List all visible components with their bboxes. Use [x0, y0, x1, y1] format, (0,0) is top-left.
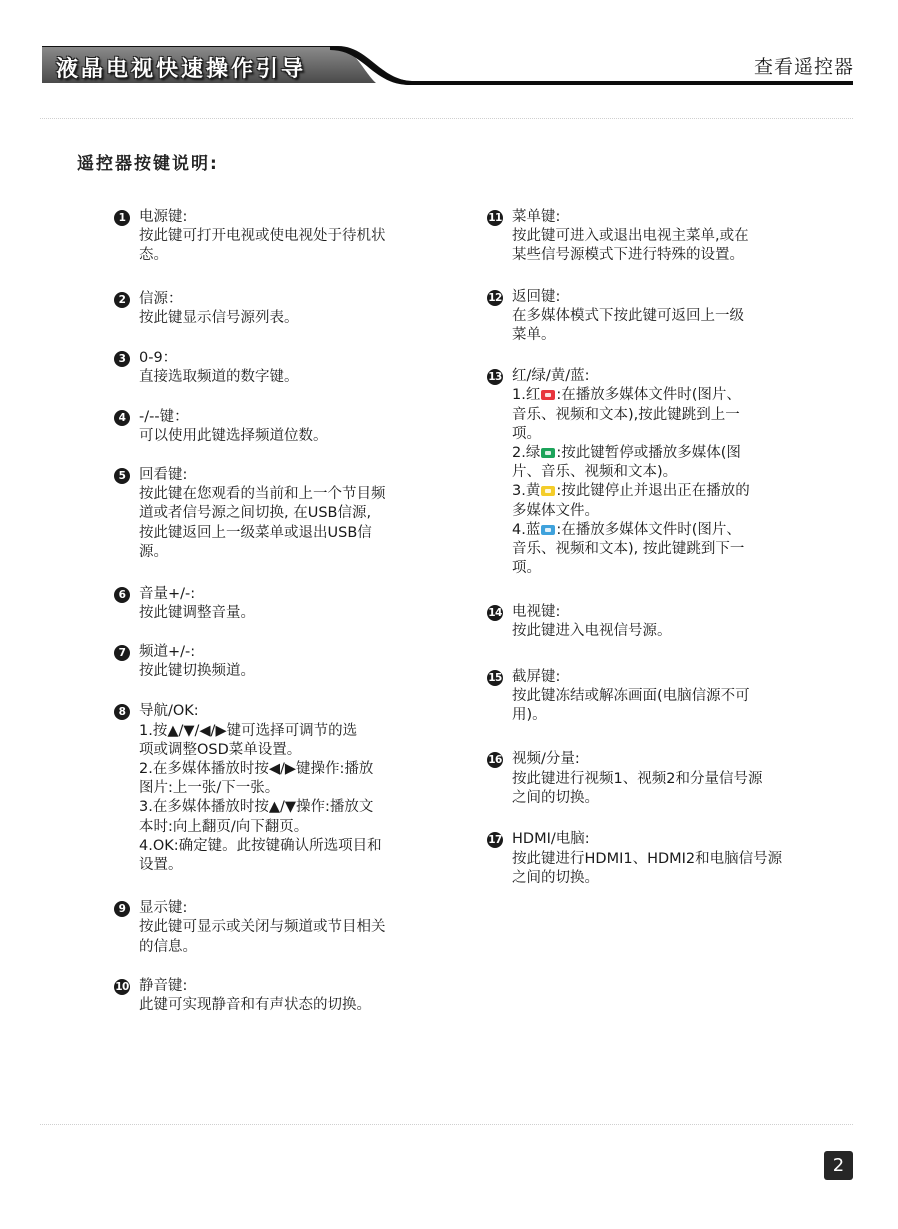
number-badge: 11	[488, 212, 502, 224]
key-description-line: 源。	[139, 543, 168, 560]
red-key-icon	[541, 390, 555, 400]
color-key-description: :在播放多媒体文件时(图片、	[556, 521, 741, 538]
color-key-description-line: 项。	[512, 560, 541, 577]
key-description-line: 按此键可进入或退出电视主菜单,或在	[512, 228, 749, 245]
key-name: 红/绿/黄/蓝:	[512, 368, 590, 385]
color-key-description-line: 项。	[512, 425, 541, 442]
key-name: 0-9：	[139, 349, 178, 366]
key-name: 频道+/-:	[139, 644, 196, 661]
color-key-entry	[512, 482, 807, 501]
key-item-16	[487, 750, 807, 808]
key-description-line: 图片:上一张/下一张。	[139, 780, 280, 797]
top-divider	[40, 118, 853, 119]
page-header	[0, 0, 898, 90]
key-item-15	[487, 668, 807, 726]
key-description-line: 按此键显示信号源列表。	[139, 310, 299, 326]
key-name: 静音键:	[139, 977, 188, 994]
key-description-line: 1.按▲/▼/◀/▶键可选择可调节的选	[139, 722, 358, 739]
number-badge: 10	[115, 980, 129, 993]
key-name: 菜单键:	[512, 209, 561, 225]
number-badge: 14	[488, 606, 502, 619]
key-item-1	[114, 208, 444, 266]
right-column	[487, 208, 807, 888]
key-item-14	[487, 603, 807, 641]
key-item-11	[487, 208, 807, 266]
key-description-line: 按此键进入电视信号源。	[512, 623, 672, 640]
key-name: 电视键:	[512, 603, 561, 620]
number-badge: 5	[114, 468, 130, 484]
key-description-line: 本时:向上翻页/向下翻页。	[139, 818, 309, 835]
color-key-description: :按此键停止并退出正在播放的	[556, 483, 750, 500]
number-badge: 16	[488, 754, 502, 767]
number-badge: 12	[488, 291, 502, 304]
key-description-line: 态。	[139, 247, 168, 264]
key-description-line: 按此键进行视频1、视频2和分量信号源	[512, 770, 763, 787]
number-badge: 3	[114, 351, 130, 367]
number-badge: 6	[114, 587, 130, 603]
key-description-line: 之间的切换。	[512, 869, 599, 886]
number-badge: 17	[488, 834, 502, 847]
key-description-line: 某些信号源模式下进行特殊的设置。	[512, 247, 744, 264]
section-label: 查看遥控器	[753, 56, 854, 78]
key-name: 返回键:	[512, 288, 561, 305]
color-key-description-line: 多媒体文件。	[512, 502, 599, 519]
key-description-line: 项或调整OSD菜单设置。	[139, 741, 302, 758]
color-key-description-line: 音乐、视频和文本),按此键跳到上一	[512, 406, 740, 423]
key-description-line: 此键可实现静音和有声状态的切换。	[139, 996, 371, 1013]
key-name: 导航/OK:	[139, 703, 199, 720]
key-description-line: 菜单。	[512, 327, 556, 344]
number-badge: 7	[114, 645, 130, 661]
color-key-entry	[512, 521, 807, 540]
yellow-key-icon	[541, 486, 555, 496]
key-name: 信源：	[139, 290, 183, 307]
key-description-line: 按此键冻结或解冻画面(电脑信源不可	[512, 687, 750, 704]
key-name: 回看键:	[139, 467, 188, 484]
key-item-10	[114, 977, 444, 1015]
key-item-7	[114, 643, 444, 681]
blue-key-icon	[541, 525, 555, 535]
key-description-line: 按此键切换频道。	[139, 663, 255, 680]
color-key-entry	[512, 444, 807, 463]
key-name: 音量+/-:	[139, 585, 196, 602]
key-name: 截屏键:	[512, 668, 561, 685]
key-description-line: 按此键可打开电视或使电视处于待机状	[139, 228, 386, 245]
key-description-line: 按此键在您观看的当前和上一个节目频	[139, 486, 386, 503]
color-key-label: 1.红	[512, 387, 541, 404]
number-badge: 15	[488, 671, 502, 684]
color-key-label: 3.黄	[512, 483, 541, 500]
left-column	[114, 208, 444, 1015]
key-item-17	[487, 830, 807, 888]
key-description-line: 道或者信号源之间切换, 在USB信源,	[139, 505, 372, 522]
key-description-line: 2.在多媒体播放时按◀/▶键操作:播放	[139, 760, 374, 777]
number-badge: 2	[114, 292, 130, 308]
key-item-3	[114, 349, 444, 387]
key-name: HDMI/电脑:	[512, 831, 590, 848]
key-description-line: 可以使用此键选择频道位数。	[139, 428, 328, 445]
key-item-13	[487, 367, 807, 578]
key-item-6	[114, 585, 444, 623]
page-number: 2	[824, 1151, 853, 1180]
key-description-line: 的信息。	[139, 938, 197, 955]
key-item-4	[114, 408, 444, 446]
color-key-label: 4.蓝	[512, 521, 541, 538]
section-title: 遥控器按键说明:	[77, 154, 219, 174]
key-description-line: 直接选取频道的数字键。	[139, 369, 299, 386]
number-badge: 4	[114, 410, 130, 426]
key-name: 显示键:	[139, 900, 188, 917]
key-item-12	[487, 288, 807, 346]
color-key-label: 2.绿	[512, 445, 541, 462]
number-badge: 1	[114, 210, 130, 226]
color-key-description: :在播放多媒体文件时(图片、	[556, 387, 741, 404]
key-item-2	[114, 290, 444, 328]
key-description-line: 用)。	[512, 706, 547, 723]
key-item-5	[114, 466, 444, 562]
color-key-entry	[512, 386, 807, 405]
green-key-icon	[541, 448, 555, 458]
guide-title: 液晶电视快速操作引导	[56, 56, 307, 82]
color-key-description-line: 片、音乐、视频和文本)。	[512, 464, 678, 481]
key-description-line: 按此键可显示或关闭与频道或节目相关	[139, 919, 386, 936]
number-badge: 8	[114, 704, 130, 720]
key-description-line: 按此键进行HDMI1、HDMI2和电脑信号源	[512, 850, 783, 867]
bottom-divider	[40, 1124, 853, 1125]
key-description-line: 之间的切换。	[512, 789, 599, 806]
key-description-line: 设置。	[139, 856, 183, 873]
color-key-description-line: 音乐、视频和文本), 按此键跳到下一	[512, 541, 745, 558]
key-description-line: 3.在多媒体播放时按▲/▼操作:播放文	[139, 799, 374, 816]
number-badge: 13	[488, 371, 502, 384]
key-name: -/--键：	[139, 408, 189, 425]
key-description-line: 按此键调整音量。	[139, 605, 255, 622]
key-name: 视频/分量:	[512, 751, 580, 768]
number-badge: 9	[114, 901, 130, 917]
key-description-line: 在多媒体模式下按此键可返回上一级	[512, 308, 744, 324]
color-key-description: :按此键暂停或播放多媒体(图	[556, 445, 741, 462]
key-description-line: 4.OK:确定键。此按键确认所选项目和	[139, 837, 382, 854]
key-description-line: 按此键返回上一级菜单或退出USB信	[139, 524, 372, 541]
key-item-8	[114, 702, 444, 875]
key-item-9	[114, 899, 444, 957]
key-name: 电源键:	[139, 209, 188, 225]
